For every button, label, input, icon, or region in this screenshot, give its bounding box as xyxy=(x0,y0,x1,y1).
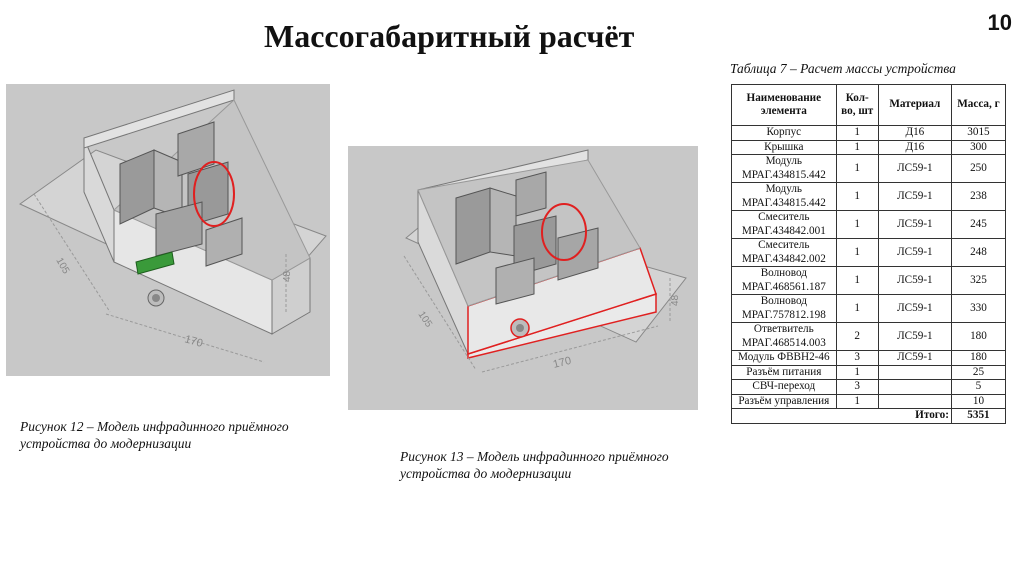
figure-model-before xyxy=(6,84,330,376)
cell-name: Разъём питания xyxy=(732,365,837,380)
cell-qty: 1 xyxy=(836,183,878,211)
table-row xyxy=(732,183,1006,211)
dim-height-label: 48 xyxy=(670,294,681,306)
figure-model-after xyxy=(348,146,698,410)
table-row xyxy=(732,239,1006,267)
table-row xyxy=(732,155,1006,183)
cell-qty: 2 xyxy=(836,323,878,351)
cell-name: Волновод МРАГ.757812.198 xyxy=(732,295,837,323)
dim-length-label: 170 xyxy=(183,333,205,350)
cell-name: Смеситель МРАГ.434842.002 xyxy=(732,239,837,267)
slide-title: Массогабаритный расчёт xyxy=(264,18,635,54)
cell-qty: 1 xyxy=(836,267,878,295)
table-row xyxy=(732,323,1006,351)
cell-material: ЛС59-1 xyxy=(878,351,951,366)
cell-qty: 1 xyxy=(836,140,878,155)
cell-material: ЛС59-1 xyxy=(878,267,951,295)
cell-qty: 1 xyxy=(836,365,878,380)
cell-mass: 238 xyxy=(951,183,1005,211)
table-row xyxy=(732,140,1006,155)
header-material: Материал xyxy=(878,85,951,126)
table-row xyxy=(732,365,1006,380)
slide-number: 10 xyxy=(987,10,1012,35)
table-row xyxy=(732,380,1006,395)
header-qty: Кол-во, шт xyxy=(836,85,878,126)
cell-mass: 300 xyxy=(951,140,1005,155)
table-row xyxy=(732,295,1006,323)
dim-length-label: 170 xyxy=(551,354,573,371)
cell-name: Модуль ФВВН2-46 xyxy=(732,351,837,366)
dim-width-label: 105 xyxy=(53,256,72,276)
cell-qty: 1 xyxy=(836,394,878,409)
figure-12-caption: Рисунок 12 – Модель инфрадинного приёмного устройства до модернизации xyxy=(20,419,289,451)
dim-width-label: 105 xyxy=(415,309,434,330)
cell-qty: 1 xyxy=(836,155,878,183)
cell-material: ЛС59-1 xyxy=(878,183,951,211)
cell-qty: 3 xyxy=(836,351,878,366)
cell-material: ЛС59-1 xyxy=(878,295,951,323)
cell-mass: 330 xyxy=(951,295,1005,323)
cell-qty: 1 xyxy=(836,239,878,267)
cell-name: Модуль МРАГ.434815.442 xyxy=(732,183,837,211)
cell-qty: 3 xyxy=(836,380,878,395)
cell-name: Смеситель МРАГ.434842.001 xyxy=(732,211,837,239)
cell-material xyxy=(878,380,951,395)
cell-name: Разъём управления xyxy=(732,394,837,409)
cell-qty: 1 xyxy=(836,126,878,141)
header-mass: Масса, г xyxy=(951,85,1005,126)
header-name: Наименование элемента xyxy=(732,85,837,126)
device-model-illustration xyxy=(6,84,330,376)
cell-material: ЛС59-1 xyxy=(878,239,951,267)
table-row xyxy=(732,211,1006,239)
total-row xyxy=(732,409,1006,424)
cell-mass: 248 xyxy=(951,239,1005,267)
cell-name: Корпус xyxy=(732,126,837,141)
cell-material: Д16 xyxy=(878,140,951,155)
cell-name: СВЧ-переход xyxy=(732,380,837,395)
cell-name: Модуль МРАГ.434815.442 xyxy=(732,155,837,183)
cell-mass: 3015 xyxy=(951,126,1005,141)
table-header-row xyxy=(732,85,1006,126)
cell-material xyxy=(878,394,951,409)
cell-material: ЛС59-1 xyxy=(878,323,951,351)
table-caption: Таблица 7 – Расчет массы устройства xyxy=(730,61,956,76)
cell-mass: 180 xyxy=(951,351,1005,366)
cell-qty: 1 xyxy=(836,211,878,239)
table-row xyxy=(732,351,1006,366)
total-value: 5351 xyxy=(951,409,1005,424)
cell-material: ЛС59-1 xyxy=(878,211,951,239)
cell-material: Д16 xyxy=(878,126,951,141)
device-model-illustration xyxy=(348,146,698,410)
cell-mass: 250 xyxy=(951,155,1005,183)
table-row xyxy=(732,126,1006,141)
cell-mass: 180 xyxy=(951,323,1005,351)
total-label: Итого: xyxy=(732,409,952,424)
cell-mass: 5 xyxy=(951,380,1005,395)
cell-material xyxy=(878,365,951,380)
table-row xyxy=(732,267,1006,295)
dim-height-label: 48 xyxy=(282,270,293,282)
figure-13-caption: Рисунок 13 – Модель инфрадинного приёмного устройства до модернизации xyxy=(400,449,669,481)
cell-mass: 245 xyxy=(951,211,1005,239)
cell-name: Ответвитель МРАГ.468514.003 xyxy=(732,323,837,351)
cell-material: ЛС59-1 xyxy=(878,155,951,183)
table-row xyxy=(732,394,1006,409)
cell-qty: 1 xyxy=(836,295,878,323)
cell-mass: 10 xyxy=(951,394,1005,409)
cell-mass: 325 xyxy=(951,267,1005,295)
cell-mass: 25 xyxy=(951,365,1005,380)
mass-table xyxy=(731,84,1006,424)
cell-name: Волновод МРАГ.468561.187 xyxy=(732,267,837,295)
cell-name: Крышка xyxy=(732,140,837,155)
